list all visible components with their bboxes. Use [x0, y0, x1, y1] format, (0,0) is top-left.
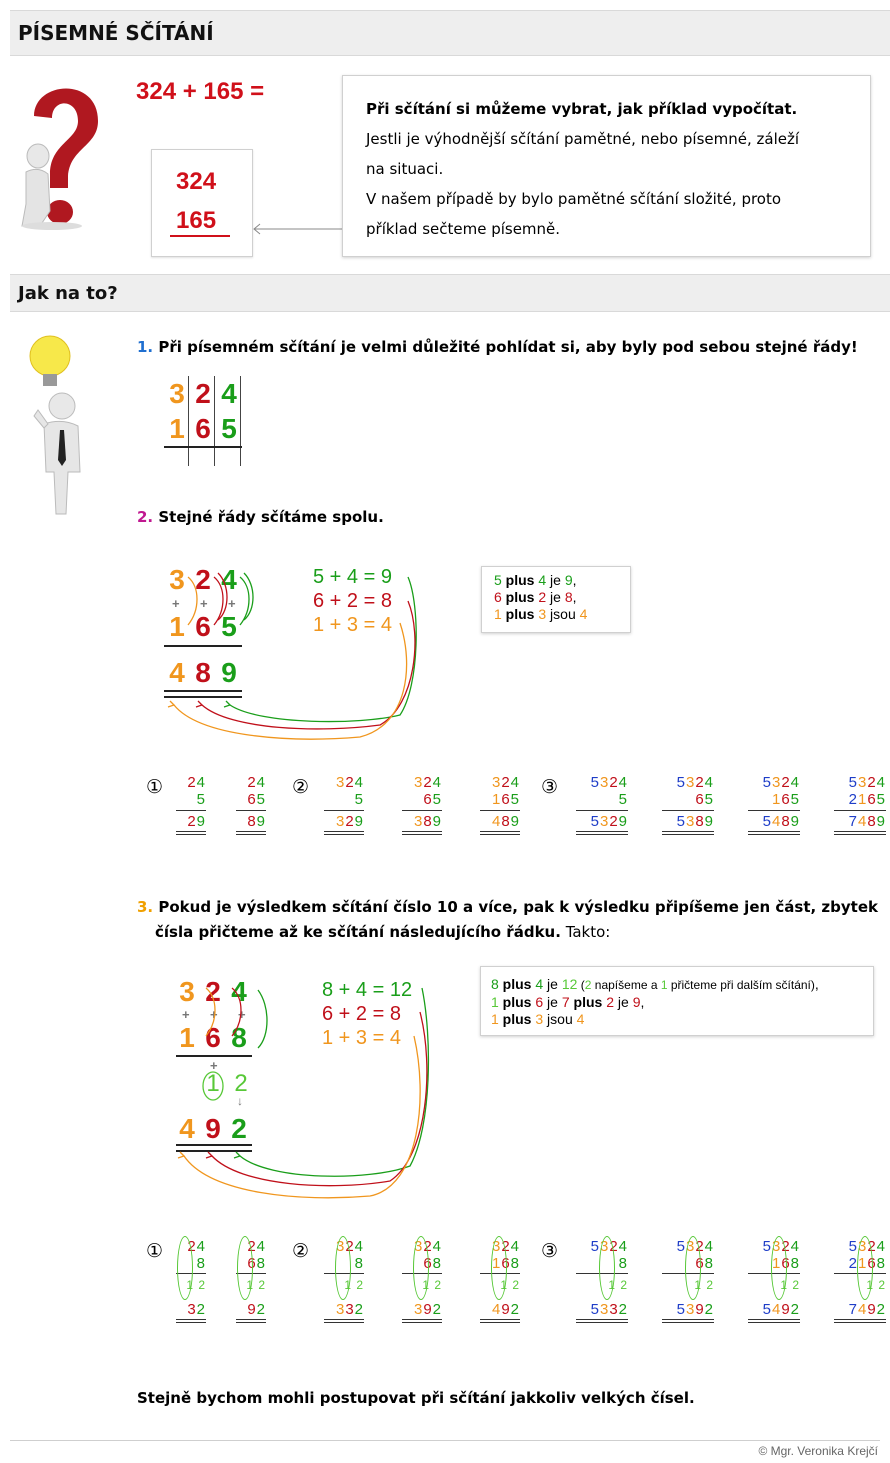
digit: 8 — [195, 657, 211, 688]
example-line: 324 — [335, 1238, 364, 1255]
example-line: 32 — [187, 1301, 206, 1318]
note-part: přičteme při dalším sčítání) — [667, 978, 815, 992]
note-part: plus — [569, 994, 607, 1010]
note-part: 5 — [494, 572, 502, 588]
note-part: plus — [501, 572, 539, 588]
step3-text-normal: Takto: — [560, 923, 611, 941]
carry-oval — [335, 1236, 351, 1300]
example-label-1b: ① — [146, 1240, 164, 1262]
example-rule — [576, 810, 628, 811]
digit: 2 — [195, 378, 211, 409]
column-separator — [188, 376, 189, 466]
step2-equation-1: 5 + 4 = 9 — [313, 566, 392, 588]
plus-sign: + — [228, 596, 236, 611]
example-line: 24 — [187, 1238, 206, 1255]
example-line: 168 — [771, 1255, 800, 1272]
arrow-left-icon — [250, 222, 344, 236]
carry-oval — [771, 1236, 787, 1300]
page-title: PÍSEMNÉ SČÍTÁNÍ — [18, 21, 214, 45]
example-carry: 1 2 — [694, 1278, 714, 1292]
example-carry: 1 2 — [246, 1278, 266, 1292]
example-line: 65 — [695, 791, 714, 808]
intro-note-line-2: na situaci. — [366, 160, 444, 178]
plus-sign: + — [200, 596, 208, 611]
example-label-3b: ③ — [541, 1240, 559, 1262]
step3-text-line-2: čísla přičteme až ke sčítání následujícího řádku. — [155, 923, 561, 941]
example-label-2b: ② — [292, 1240, 310, 1262]
digit: 4 — [169, 657, 185, 688]
example-line: 492 — [491, 1301, 520, 1318]
note-part: 6 — [494, 589, 502, 605]
carry-oval — [857, 1236, 873, 1300]
sum-line — [164, 446, 242, 448]
note-part: , — [814, 976, 819, 992]
intro-note-line-1: Jestli je výhodnější sčítání pamětné, nebo písemné, záleží — [366, 130, 800, 148]
example-label-1: ① — [146, 776, 164, 798]
intro-note-bold: Při sčítání si můžeme vybrat, jak příklad vypočítat. — [366, 100, 798, 118]
carry-oval — [599, 1236, 615, 1300]
step2-equation-3: 1 + 3 = 4 — [313, 614, 392, 636]
example-carry: 1 2 — [344, 1278, 364, 1292]
example-rule — [748, 810, 800, 811]
column-box — [151, 149, 253, 257]
example-rule — [402, 810, 442, 811]
plus-sign: + — [210, 1058, 218, 1073]
note-part: , — [572, 589, 577, 605]
note-part: plus — [501, 589, 539, 605]
carry-oval — [685, 1236, 701, 1300]
carry-digit: 1 — [206, 1070, 220, 1097]
note-part: napíšeme a — [591, 978, 661, 992]
example-line: 8 — [618, 1255, 628, 1272]
step2-equation-2: 6 + 2 = 8 — [313, 590, 392, 612]
example-line: 5332 — [590, 1301, 628, 1318]
footer-credit: © Mgr. Veronika Krejčí — [758, 1444, 878, 1458]
step3-heading — [137, 894, 878, 920]
example-line: 392 — [413, 1301, 442, 1318]
note-part: , — [572, 572, 577, 588]
step2-note-line-1 — [494, 572, 577, 589]
column-separator — [214, 376, 215, 466]
example-double-rule — [662, 1319, 714, 1323]
digit: 2 — [195, 564, 211, 595]
step1-text: Při písemném sčítání je velmi důležité pohlídat si, aby byly pod sebou stejné řády! — [158, 338, 858, 356]
note-part: 9 — [632, 994, 641, 1010]
example-line: 24 — [247, 774, 266, 791]
note-part: 8 — [564, 589, 573, 605]
example-double-rule — [480, 1319, 520, 1323]
example-line: 389 — [413, 813, 442, 830]
example-line: 5 — [354, 791, 364, 808]
note-part: 2 — [584, 978, 592, 992]
digit: 1 — [169, 413, 185, 444]
step2-note-line-3 — [494, 606, 587, 623]
section-title: Jak na to? — [18, 283, 118, 304]
note-part: plus — [498, 976, 536, 992]
example-line: 68 — [695, 1255, 714, 1272]
example-line: 5324 — [590, 774, 628, 791]
intro-equation: 324 + 165 = — [136, 78, 265, 105]
intro-note-line-3: V našem případě by bylo pamětné sčítání složité, proto — [366, 190, 782, 208]
example-line: 2168 — [848, 1255, 886, 1272]
example-rule — [324, 810, 364, 811]
example-line: 68 — [423, 1255, 442, 1272]
step3-equation-1: 8 + 4 = 12 — [322, 979, 413, 1001]
digit: 2 — [205, 976, 221, 1007]
example-line: 168 — [491, 1255, 520, 1272]
example-line: 324 — [491, 774, 520, 791]
note-part: 7 — [561, 994, 570, 1010]
example-line: 329 — [335, 813, 364, 830]
example-line: 5392 — [676, 1301, 714, 1318]
example-line: 8 — [196, 1255, 206, 1272]
note-part: jsou — [546, 606, 580, 622]
example-line: 24 — [187, 774, 206, 791]
step2-number: 2. — [137, 508, 154, 526]
example-line: 324 — [335, 774, 364, 791]
example-line: 2165 — [848, 791, 886, 808]
note-part: je — [543, 976, 562, 992]
example-line: 5492 — [762, 1301, 800, 1318]
example-double-rule — [576, 1319, 628, 1323]
example-line: 5 — [618, 791, 628, 808]
conclusion-text: Stejně bychom mohli postupovat při sčítání jakkoliv velkých čísel. — [137, 1389, 695, 1407]
digit: 4 — [221, 378, 237, 409]
step2-note-line-2 — [494, 589, 577, 606]
note-part: 1 — [491, 994, 499, 1010]
note-part: 9 — [564, 572, 573, 588]
note-part: , — [640, 994, 645, 1010]
example-double-rule — [576, 831, 628, 835]
example-double-rule — [236, 831, 266, 835]
digit: 2 — [231, 1113, 247, 1144]
digit: 1 — [169, 611, 185, 642]
carry-oval — [237, 1236, 253, 1300]
note-part: 8 — [491, 976, 499, 992]
digit: 3 — [179, 976, 195, 1007]
plus-sign: + — [238, 1007, 246, 1022]
note-part: 1 — [491, 1011, 499, 1027]
example-line: 5324 — [762, 1238, 800, 1255]
example-line: 165 — [491, 791, 520, 808]
digit: 1 — [179, 1022, 195, 1053]
example-carry: 1 2 — [186, 1278, 206, 1292]
example-line: 24 — [247, 1238, 266, 1255]
column-separator — [240, 376, 241, 466]
carry-oval — [491, 1236, 507, 1300]
digit: 3 — [169, 378, 185, 409]
example-carry: 1 2 — [866, 1278, 886, 1292]
example-line: 7489 — [848, 813, 886, 830]
section-band — [10, 274, 890, 312]
example-double-rule — [834, 831, 886, 835]
note-part: je — [543, 994, 562, 1010]
step3-text-line-1: Pokud je výsledkem sčítání číslo 10 a více, pak k výsledku připíšeme jen část, zbytek — [158, 898, 878, 916]
step1-heading — [137, 334, 858, 360]
step3-equation-2: 6 + 2 = 8 — [322, 1003, 401, 1025]
step3-note-line-3 — [491, 1011, 584, 1028]
plus-sign: + — [172, 596, 180, 611]
down-arrow-icon: ↓ — [237, 1094, 243, 1108]
example-double-rule — [480, 831, 520, 835]
example-line: 29 — [187, 813, 206, 830]
note-part: plus — [498, 1011, 536, 1027]
note-part: 4 — [579, 606, 588, 622]
carry-digit: 2 — [234, 1070, 248, 1097]
example-double-rule — [748, 1319, 800, 1323]
example-carry: 1 2 — [780, 1278, 800, 1292]
example-double-rule — [324, 1319, 364, 1323]
example-line: 5324 — [590, 1238, 628, 1255]
example-line: 92 — [247, 1301, 266, 1318]
title-band — [10, 10, 890, 56]
digit: 4 — [231, 976, 247, 1007]
note-part: 4 — [535, 976, 544, 992]
lightbulb-figure-icon — [22, 332, 94, 518]
example-line: 65 — [423, 791, 442, 808]
digit: 8 — [231, 1022, 247, 1053]
step3-number: 3. — [137, 898, 154, 916]
example-line: 332 — [335, 1301, 364, 1318]
example-line: 324 — [491, 1238, 520, 1255]
example-line: 8 — [354, 1255, 364, 1272]
carry-oval — [177, 1236, 193, 1300]
note-part: plus — [498, 994, 536, 1010]
digit: 4 — [221, 564, 237, 595]
example-carry: 1 2 — [500, 1278, 520, 1292]
step3-equation-3: 1 + 3 = 4 — [322, 1027, 401, 1049]
example-line: 5489 — [762, 813, 800, 830]
note-part: 6 — [535, 994, 544, 1010]
digit: 4 — [179, 1113, 195, 1144]
note-part: je — [614, 994, 633, 1010]
example-line: 5324 — [676, 774, 714, 791]
example-line: 489 — [491, 813, 520, 830]
example-double-rule — [834, 1319, 886, 1323]
example-double-rule — [402, 831, 442, 835]
example-double-rule — [748, 831, 800, 835]
example-line: 5324 — [676, 1238, 714, 1255]
example-double-rule — [176, 831, 206, 835]
digit: 9 — [221, 657, 237, 688]
digit: 5 — [221, 413, 237, 444]
note-part: 2 — [538, 589, 547, 605]
example-line: 7492 — [848, 1301, 886, 1318]
note-part: 2 — [606, 994, 614, 1010]
question-figure-icon — [12, 76, 102, 231]
plus-sign: + — [210, 1007, 218, 1022]
example-double-rule — [662, 831, 714, 835]
note-part: 4 — [576, 1011, 585, 1027]
example-double-rule — [236, 1319, 266, 1323]
digit: 6 — [195, 413, 211, 444]
step3-note-line-2 — [491, 994, 644, 1011]
example-line: 5389 — [676, 813, 714, 830]
example-double-rule — [176, 1319, 206, 1323]
example-line: 89 — [247, 813, 266, 830]
example-rule — [480, 810, 520, 811]
example-line: 5324 — [848, 1238, 886, 1255]
example-line: 5329 — [590, 813, 628, 830]
digit: 9 — [205, 1113, 221, 1144]
column-bottom: 165 — [176, 207, 217, 234]
note-part: je — [546, 572, 565, 588]
example-double-rule — [402, 1319, 442, 1323]
note-part: je — [546, 589, 565, 605]
example-line: 5 — [196, 791, 206, 808]
example-carry: 1 2 — [608, 1278, 628, 1292]
column-underline — [170, 235, 230, 237]
example-line: 165 — [771, 791, 800, 808]
example-line: 65 — [247, 791, 266, 808]
footer-rule — [10, 1440, 880, 1441]
plus-sign: + — [182, 1007, 190, 1022]
note-part: 1 — [660, 978, 668, 992]
note-part: plus — [501, 606, 539, 622]
digit: 6 — [205, 1022, 221, 1053]
carry-oval — [413, 1236, 429, 1300]
example-double-rule — [324, 831, 364, 835]
step2-text: Stejné řády sčítáme spolu. — [158, 508, 384, 526]
step2-heading — [137, 504, 384, 530]
example-line: 68 — [247, 1255, 266, 1272]
example-rule — [834, 810, 886, 811]
example-rule — [236, 810, 266, 811]
step1-number: 1. — [137, 338, 154, 356]
example-line: 5324 — [762, 774, 800, 791]
note-part: 4 — [538, 572, 547, 588]
note-part: 1 — [494, 606, 502, 622]
intro-note-line-4: příklad sečteme písemně. — [366, 220, 561, 238]
note-part: 3 — [535, 1011, 544, 1027]
example-label-2: ② — [292, 776, 310, 798]
note-part: jsou — [543, 1011, 577, 1027]
digit: 3 — [169, 564, 185, 595]
example-line: 324 — [413, 774, 442, 791]
digit: 5 — [221, 611, 237, 642]
example-carry: 1 2 — [422, 1278, 442, 1292]
note-part: 3 — [538, 606, 547, 622]
example-rule — [662, 810, 714, 811]
example-line: 5324 — [848, 774, 886, 791]
note-part: 12 — [561, 976, 578, 992]
step3-heading-2 — [155, 919, 610, 945]
column-top: 324 — [176, 168, 217, 195]
example-rule — [176, 810, 206, 811]
note-part: ( — [577, 978, 585, 992]
step3-note-line-1 — [491, 976, 819, 994]
digit: 6 — [195, 611, 211, 642]
example-line: 324 — [413, 1238, 442, 1255]
example-label-3: ③ — [541, 776, 559, 798]
